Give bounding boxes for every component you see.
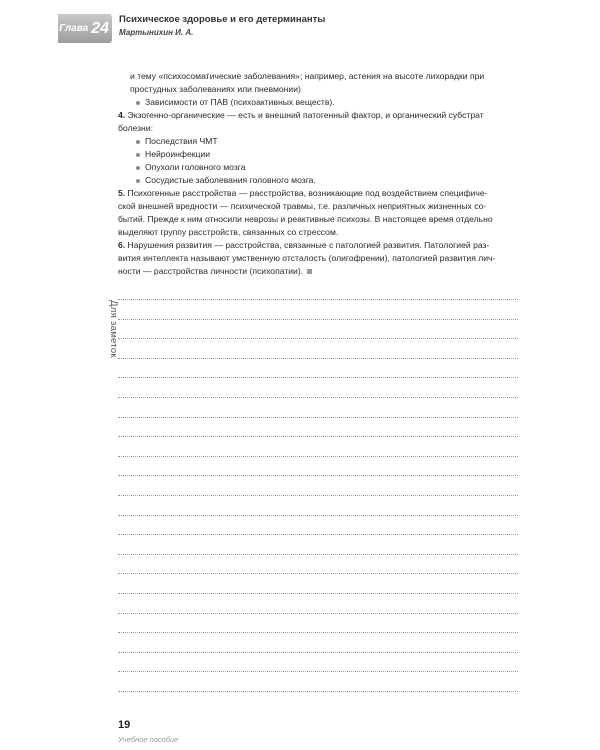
bullet-icon: [136, 166, 140, 170]
list-item-text: Опухоли головного мозга: [145, 162, 246, 172]
note-line: [118, 495, 518, 496]
bullet-icon: [136, 140, 140, 144]
note-line: [118, 671, 518, 672]
body-text: [118, 70, 518, 278]
bullet-icon: [136, 179, 140, 183]
list-item-text: Сосудистые заболевания головного мозга.: [145, 175, 316, 185]
note-line: [118, 652, 518, 653]
notes-label: Для заметок: [108, 300, 119, 358]
item-5-line: выделяют группу расстройств, связанных со стрессом.: [118, 227, 339, 237]
list-item: [118, 96, 518, 109]
note-line: [118, 534, 518, 535]
item-5-line: ской внешней вредности — психической травмы, т.е. различных неприятных жизненных со-: [118, 201, 487, 211]
list-item: [118, 135, 518, 148]
item-5-line: бытий. Прежде к ним относили неврозы и реактивные психозы. В настоящее время отдельно: [118, 214, 493, 224]
note-line: [118, 573, 518, 574]
list-item: [118, 174, 518, 187]
item-5: [118, 187, 518, 200]
item-text: ности — расстройства личности (психопатии).: [118, 266, 304, 276]
item-number: 6.: [118, 240, 126, 250]
item-6: [118, 239, 518, 252]
end-of-section-icon: [307, 269, 312, 274]
footer-label: Учебное пособие: [118, 735, 179, 744]
item-4-line: болезни:: [118, 123, 153, 133]
note-line: [118, 593, 518, 594]
note-line: [118, 417, 518, 418]
bullet-icon: [136, 101, 140, 105]
bullet-icon: [136, 153, 140, 157]
note-line: [118, 436, 518, 437]
page-number: 19: [118, 719, 131, 731]
list-item: [118, 148, 518, 161]
note-line: [118, 613, 518, 614]
list-item-text: Последствия ЧМТ: [145, 136, 218, 146]
note-line: [118, 515, 518, 516]
chapter-title: Психическое здоровье и его детерминанты: [119, 14, 326, 25]
note-line: [118, 632, 518, 633]
item-6-line: вития интеллекта называют умственную отсталость (олигофрении), патологией развития лич-: [118, 253, 496, 263]
note-line: [118, 377, 518, 378]
note-line: [118, 554, 518, 555]
note-line: [118, 319, 518, 320]
item-text: Экзогенно-органические — есть и внешний патогенный фактор, и органический субстрат: [125, 110, 484, 120]
item-4: [118, 109, 518, 122]
note-line: [118, 358, 518, 359]
chapter-word: Глава: [59, 23, 89, 34]
continuation-line: простудных заболеваниях или пневмонии): [130, 84, 301, 94]
note-line: [118, 338, 518, 339]
chapter-tab: [58, 14, 112, 43]
list-item-text: Зависимости от ПАВ (психоактивных веществ).: [145, 97, 335, 107]
note-line: [118, 456, 518, 457]
chapter-author: Мартынихин И. А.: [119, 28, 194, 37]
note-line: [118, 299, 518, 300]
continuation-line: и тему «психосоматические заболевания»; например, астения на высоте лихорадки при: [130, 71, 485, 81]
item-number: 4.: [118, 110, 126, 120]
list-item-text: Нейроинфекции: [145, 149, 211, 159]
item-text: Психогенные расстройства — расстройства, возникающие под воздействием специфиче-: [125, 188, 488, 198]
item-number: 5.: [118, 188, 126, 198]
item-6-line: [118, 265, 518, 278]
note-line: [118, 475, 518, 476]
chapter-number: 24: [91, 19, 109, 37]
list-item: [118, 161, 518, 174]
note-line: [118, 397, 518, 398]
item-text: Нарушения развития — расстройства, связанные с патологией развития. Патологией раз-: [125, 240, 490, 250]
note-line: [118, 691, 518, 692]
